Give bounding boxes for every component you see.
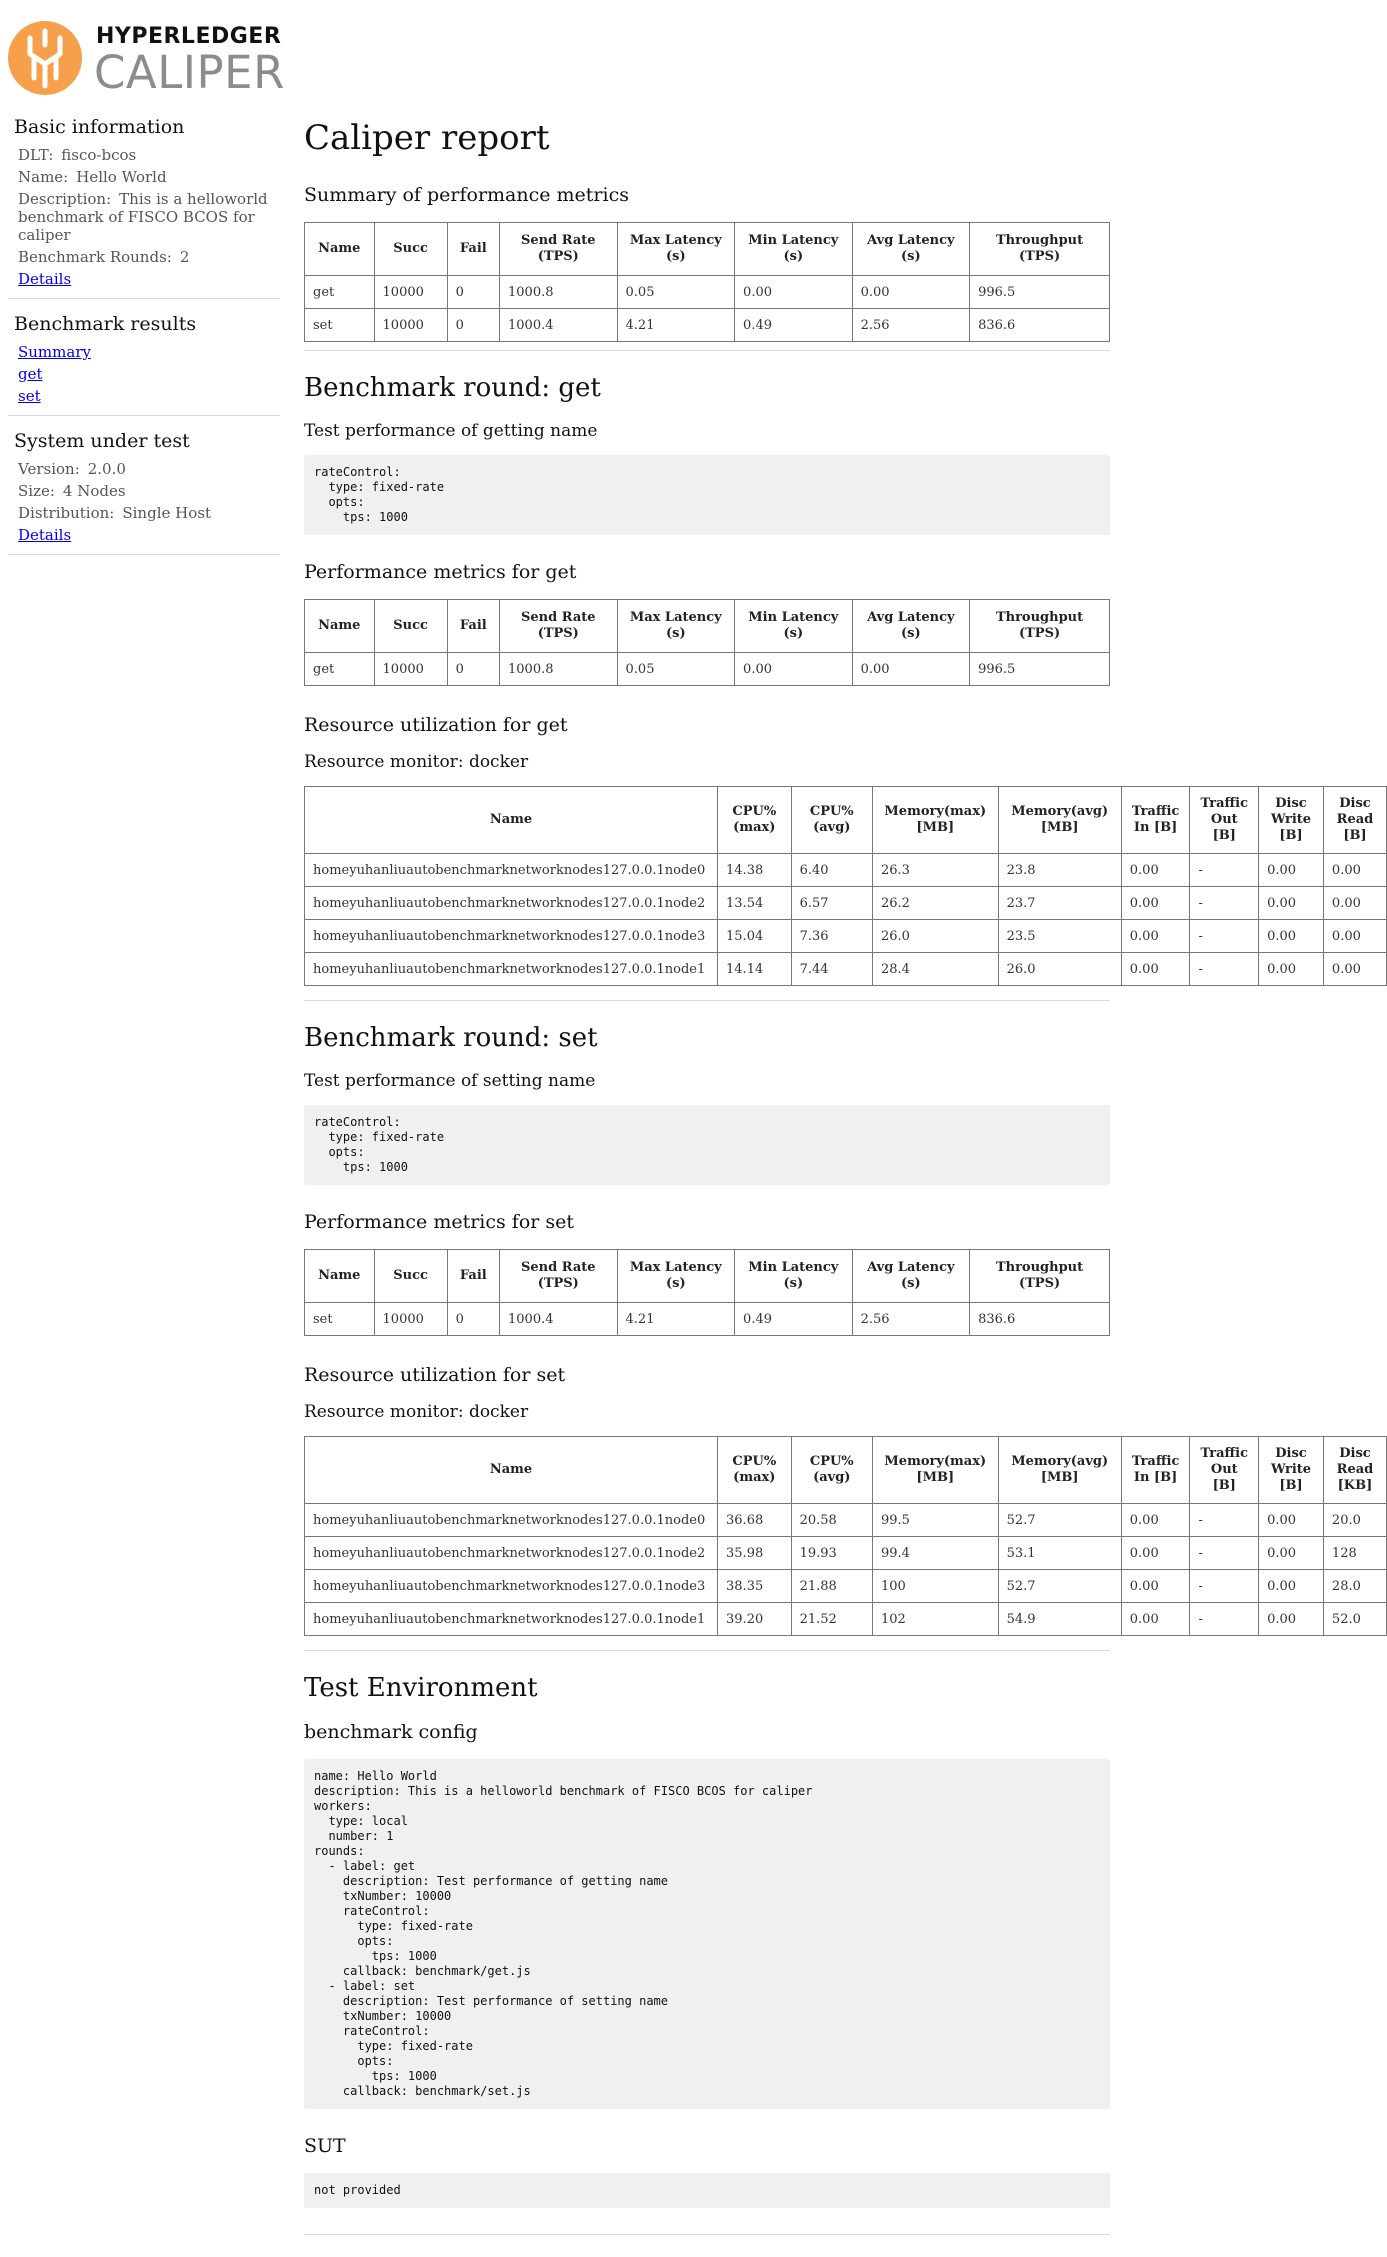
info-value: 2 bbox=[179, 248, 190, 266]
benchmark-round-section bbox=[304, 373, 1384, 1001]
table-cell: 836.6 bbox=[970, 1303, 1110, 1336]
table-cell: 36.68 bbox=[718, 1504, 792, 1537]
column-header: Succ bbox=[374, 600, 447, 653]
divider bbox=[304, 2234, 1110, 2235]
resource-table bbox=[304, 1436, 1387, 1636]
table-cell: 0 bbox=[447, 276, 499, 309]
resource-monitor-label: Resource monitor: docker bbox=[304, 1402, 529, 1422]
table-cell: 7.36 bbox=[791, 920, 872, 953]
column-header: Memory(max) [MB] bbox=[872, 1437, 998, 1504]
info-key: Size: bbox=[18, 482, 55, 500]
info-line bbox=[18, 146, 280, 168]
column-header: Traffic Out [B] bbox=[1190, 1437, 1259, 1504]
column-header: Succ bbox=[374, 223, 447, 276]
table-cell: 26.3 bbox=[872, 854, 998, 887]
round-description: Test performance of getting name bbox=[304, 421, 598, 441]
table-cell: 0.00 bbox=[1323, 920, 1386, 953]
column-header: Name bbox=[305, 1250, 375, 1303]
table-cell: 0.00 bbox=[1121, 887, 1190, 920]
table-cell: 23.8 bbox=[998, 854, 1121, 887]
table-cell: 35.98 bbox=[718, 1537, 792, 1570]
table-cell: 4.21 bbox=[617, 1303, 735, 1336]
column-header: Min Latency (s) bbox=[735, 1250, 853, 1303]
sidebar bbox=[8, 116, 280, 569]
table-cell: set bbox=[305, 309, 375, 342]
sut-details-link[interactable]: Details bbox=[18, 526, 72, 544]
table-cell: - bbox=[1190, 1537, 1259, 1570]
table-cell: 996.5 bbox=[970, 276, 1110, 309]
table-row bbox=[305, 1537, 1387, 1570]
performance-metrics-title: Performance metrics for get bbox=[304, 561, 577, 583]
table-cell: 0.00 bbox=[1121, 920, 1190, 953]
table-cell: 23.7 bbox=[998, 887, 1121, 920]
column-header: Fail bbox=[447, 223, 499, 276]
table-cell: 0.00 bbox=[1121, 1603, 1190, 1636]
table-cell: 1000.4 bbox=[500, 1303, 618, 1336]
table-cell: - bbox=[1190, 953, 1259, 986]
column-header: Max Latency (s) bbox=[617, 1250, 735, 1303]
column-header: Name bbox=[305, 600, 375, 653]
table-cell: 0.00 bbox=[1323, 854, 1386, 887]
table-row bbox=[305, 1303, 1110, 1336]
column-header: Traffic Out [B] bbox=[1190, 787, 1259, 854]
table-cell: 0.00 bbox=[1121, 1537, 1190, 1570]
table-cell: 6.40 bbox=[791, 854, 872, 887]
table-cell: 14.38 bbox=[718, 854, 792, 887]
info-key: Description: bbox=[18, 190, 112, 208]
table-cell: 0 bbox=[447, 309, 499, 342]
round-config-code: rateControl: type: fixed-rate opts: tps: 1000 bbox=[304, 455, 1110, 535]
sut-title: SUT bbox=[304, 2135, 346, 2157]
info-value: 4 Nodes bbox=[62, 482, 126, 500]
table-cell: homeyuhanliuautobenchmarknetworknodes127.0.0.1node1 bbox=[305, 953, 718, 986]
table-cell: - bbox=[1190, 887, 1259, 920]
table-cell: 14.14 bbox=[718, 953, 792, 986]
basic-details-link[interactable]: Details bbox=[18, 270, 72, 288]
table-cell: 15.04 bbox=[718, 920, 792, 953]
results-link-get[interactable]: get bbox=[18, 365, 43, 383]
column-header: Disc Read [KB] bbox=[1323, 1437, 1386, 1504]
table-row bbox=[305, 854, 1387, 887]
benchmark-round-section bbox=[304, 1023, 1384, 1651]
column-header: Name bbox=[305, 223, 375, 276]
resource-utilization-title: Resource utilization for set bbox=[304, 1364, 566, 1386]
round-title: Benchmark round: set bbox=[304, 1023, 598, 1053]
logo-wordmark-bottom: CALIPER bbox=[94, 46, 285, 99]
table-cell: 38.35 bbox=[718, 1570, 792, 1603]
column-header: Memory(avg) [MB] bbox=[998, 787, 1121, 854]
info-value: fisco-bcos bbox=[61, 146, 137, 164]
column-header: Avg Latency (s) bbox=[852, 223, 970, 276]
table-row bbox=[305, 1504, 1387, 1537]
table-cell: 0.00 bbox=[735, 653, 853, 686]
basic-information-section bbox=[8, 116, 280, 299]
basic-information-title: Basic information bbox=[14, 116, 185, 138]
table-cell: 0.00 bbox=[1323, 953, 1386, 986]
column-header: Max Latency (s) bbox=[617, 223, 735, 276]
system-under-test-title: System under test bbox=[14, 430, 190, 452]
table-cell: homeyuhanliuautobenchmarknetworknodes127.0.0.1node3 bbox=[305, 920, 718, 953]
table-cell: 26.0 bbox=[872, 920, 998, 953]
table-cell: 0.00 bbox=[1121, 1504, 1190, 1537]
column-header: Throughput (TPS) bbox=[970, 1250, 1110, 1303]
table-cell: 10000 bbox=[374, 309, 447, 342]
table-cell: 100 bbox=[872, 1570, 998, 1603]
performance-table bbox=[304, 599, 1110, 686]
column-header: Avg Latency (s) bbox=[852, 1250, 970, 1303]
column-header: Traffic In [B] bbox=[1121, 787, 1190, 854]
resource-monitor-label: Resource monitor: docker bbox=[304, 752, 529, 772]
summary-title: Summary of performance metrics bbox=[304, 184, 629, 206]
table-cell: homeyuhanliuautobenchmarknetworknodes127.0.0.1node3 bbox=[305, 1570, 718, 1603]
table-cell: 0.00 bbox=[1323, 887, 1386, 920]
table-cell: 996.5 bbox=[970, 653, 1110, 686]
table-cell: 26.0 bbox=[998, 953, 1121, 986]
table-cell: 0.00 bbox=[1259, 953, 1324, 986]
logo-wordmark-top: HYPERLEDGER bbox=[96, 24, 282, 49]
table-cell: 836.6 bbox=[970, 309, 1110, 342]
column-header: Traffic In [B] bbox=[1121, 1437, 1190, 1504]
table-cell: 102 bbox=[872, 1603, 998, 1636]
info-line bbox=[18, 168, 280, 190]
benchmark-config-code: name: Hello World description: This is a helloworld benchmark of FISCO BCOS for caliper workers: type: local number: 1 rounds: - label: get description: Test performance of getting name txNumber: 10000 rateControl: type: fixed-rate opts: tps: 1000 callback: benchmark/get.js - label: set description: Test performance of setting name txNumber: 10000 rateControl: type: fixed-rate opts: tps: 1000 callback: benchmark/set.js bbox=[304, 1759, 1110, 2109]
resource-utilization-title: Resource utilization for get bbox=[304, 714, 568, 736]
performance-table bbox=[304, 1249, 1110, 1336]
table-cell: set bbox=[305, 1303, 375, 1336]
table-cell: homeyuhanliuautobenchmarknetworknodes127.0.0.1node1 bbox=[305, 1603, 718, 1636]
info-line bbox=[18, 504, 280, 526]
column-header: Send Rate (TPS) bbox=[500, 1250, 618, 1303]
table-cell: - bbox=[1190, 1570, 1259, 1603]
table-cell: 99.5 bbox=[872, 1504, 998, 1537]
table-cell: 0.00 bbox=[1259, 1603, 1324, 1636]
table-row bbox=[305, 309, 1110, 342]
table-cell: - bbox=[1190, 920, 1259, 953]
table-cell: 0.00 bbox=[1121, 953, 1190, 986]
table-row bbox=[305, 1603, 1387, 1636]
table-cell: - bbox=[1190, 1603, 1259, 1636]
table-cell: 52.7 bbox=[998, 1504, 1121, 1537]
column-header: Throughput (TPS) bbox=[970, 223, 1110, 276]
column-header: Disc Write [B] bbox=[1259, 787, 1324, 854]
column-header: Disc Read [B] bbox=[1323, 787, 1386, 854]
column-header: Fail bbox=[447, 600, 499, 653]
table-cell: 0.00 bbox=[1259, 1537, 1324, 1570]
table-row bbox=[305, 276, 1110, 309]
table-cell: 21.88 bbox=[791, 1570, 872, 1603]
divider bbox=[304, 1650, 1110, 1651]
table-cell: 4.21 bbox=[617, 309, 735, 342]
column-header: Memory(max) [MB] bbox=[872, 787, 998, 854]
table-cell: 0.00 bbox=[852, 276, 970, 309]
page-title: Caliper report bbox=[304, 118, 550, 158]
table-cell: 1000.8 bbox=[500, 653, 618, 686]
table-cell: 0.00 bbox=[1259, 1570, 1324, 1603]
table-cell: 19.93 bbox=[791, 1537, 872, 1570]
column-header: Name bbox=[305, 1437, 718, 1504]
table-cell: 39.20 bbox=[718, 1603, 792, 1636]
column-header: Fail bbox=[447, 1250, 499, 1303]
caliper-logo-icon bbox=[8, 20, 82, 96]
info-key: Name: bbox=[18, 168, 69, 186]
test-environment-title: Test Environment bbox=[304, 1673, 538, 1703]
sut-code: not provided bbox=[304, 2173, 1110, 2208]
table-cell: 23.5 bbox=[998, 920, 1121, 953]
table-cell: 2.56 bbox=[852, 309, 970, 342]
table-cell: 0.05 bbox=[617, 653, 735, 686]
table-cell: 0.00 bbox=[1259, 920, 1324, 953]
table-row bbox=[305, 920, 1387, 953]
table-row bbox=[305, 1570, 1387, 1603]
column-header: Send Rate (TPS) bbox=[500, 600, 618, 653]
table-cell: 128 bbox=[1323, 1537, 1386, 1570]
table-cell: get bbox=[305, 653, 375, 686]
table-cell: get bbox=[305, 276, 375, 309]
table-cell: 0 bbox=[447, 653, 499, 686]
table-cell: 7.44 bbox=[791, 953, 872, 986]
divider bbox=[304, 350, 1110, 351]
info-line bbox=[18, 248, 280, 270]
table-cell: 21.52 bbox=[791, 1603, 872, 1636]
benchmark-results-section bbox=[8, 313, 280, 416]
table-cell: 28.0 bbox=[1323, 1570, 1386, 1603]
table-cell: 1000.8 bbox=[500, 276, 618, 309]
column-header: Max Latency (s) bbox=[617, 600, 735, 653]
info-value: Single Host bbox=[122, 504, 211, 522]
column-header: Avg Latency (s) bbox=[852, 600, 970, 653]
table-row bbox=[305, 887, 1387, 920]
column-header: CPU%(avg) bbox=[791, 1437, 872, 1504]
table-cell: 0.00 bbox=[1121, 854, 1190, 887]
table-cell: - bbox=[1190, 854, 1259, 887]
table-cell: 0.49 bbox=[735, 309, 853, 342]
column-header: CPU%(max) bbox=[718, 787, 792, 854]
table-cell: 26.2 bbox=[872, 887, 998, 920]
table-cell: 53.1 bbox=[998, 1537, 1121, 1570]
info-line bbox=[18, 482, 280, 504]
table-cell: 0.49 bbox=[735, 1303, 853, 1336]
column-header: Throughput (TPS) bbox=[970, 600, 1110, 653]
info-key: Benchmark Rounds: bbox=[18, 248, 172, 266]
info-key: Version: bbox=[18, 460, 80, 478]
results-link-set[interactable]: set bbox=[18, 387, 41, 405]
round-config-code: rateControl: type: fixed-rate opts: tps: 1000 bbox=[304, 1105, 1110, 1185]
table-cell: 20.58 bbox=[791, 1504, 872, 1537]
table-cell: 99.4 bbox=[872, 1537, 998, 1570]
table-cell: homeyuhanliuautobenchmarknetworknodes127.0.0.1node2 bbox=[305, 1537, 718, 1570]
table-cell: 54.9 bbox=[998, 1603, 1121, 1636]
table-cell: 52.7 bbox=[998, 1570, 1121, 1603]
column-header: Memory(avg) [MB] bbox=[998, 1437, 1121, 1504]
info-value: This is a helloworld benchmark of FISCO BCOS for caliper bbox=[18, 190, 268, 244]
table-cell: 6.57 bbox=[791, 887, 872, 920]
info-value: 2.0.0 bbox=[87, 460, 126, 478]
round-description: Test performance of setting name bbox=[304, 1071, 596, 1091]
column-header: Succ bbox=[374, 1250, 447, 1303]
table-cell: 10000 bbox=[374, 1303, 447, 1336]
table-cell: homeyuhanliuautobenchmarknetworknodes127.0.0.1node2 bbox=[305, 887, 718, 920]
table-cell: 0.00 bbox=[735, 276, 853, 309]
benchmark-results-title: Benchmark results bbox=[14, 313, 197, 335]
performance-metrics-title: Performance metrics for set bbox=[304, 1211, 575, 1233]
table-cell: homeyuhanliuautobenchmarknetworknodes127.0.0.1node0 bbox=[305, 1504, 718, 1537]
column-header: Send Rate (TPS) bbox=[500, 223, 618, 276]
column-header: Min Latency (s) bbox=[735, 600, 853, 653]
table-cell: 0.05 bbox=[617, 276, 735, 309]
table-row bbox=[305, 653, 1110, 686]
results-link-summary[interactable]: Summary bbox=[18, 343, 91, 361]
report-main bbox=[304, 112, 1384, 2257]
table-cell: 1000.4 bbox=[500, 309, 618, 342]
info-line bbox=[18, 190, 280, 248]
column-header: CPU%(max) bbox=[718, 1437, 792, 1504]
table-cell: 0 bbox=[447, 1303, 499, 1336]
table-cell: homeyuhanliuautobenchmarknetworknodes127.0.0.1node0 bbox=[305, 854, 718, 887]
hyperledger-caliper-logo bbox=[8, 20, 285, 99]
info-key: Distribution: bbox=[18, 504, 115, 522]
table-cell: 10000 bbox=[374, 276, 447, 309]
column-header: Min Latency (s) bbox=[735, 223, 853, 276]
benchmark-config-title: benchmark config bbox=[304, 1721, 478, 1743]
resource-table bbox=[304, 786, 1387, 986]
info-value: Hello World bbox=[76, 168, 167, 186]
info-key: DLT: bbox=[18, 146, 54, 164]
table-cell: - bbox=[1190, 1504, 1259, 1537]
table-cell: 0.00 bbox=[1259, 854, 1324, 887]
table-cell: 0.00 bbox=[1259, 1504, 1324, 1537]
table-cell: 20.0 bbox=[1323, 1504, 1386, 1537]
column-header: Name bbox=[305, 787, 718, 854]
info-line bbox=[18, 460, 280, 482]
table-cell: 13.54 bbox=[718, 887, 792, 920]
system-under-test-section bbox=[8, 430, 280, 555]
round-title: Benchmark round: get bbox=[304, 373, 601, 403]
table-row bbox=[305, 953, 1387, 986]
table-cell: 0.00 bbox=[1121, 1570, 1190, 1603]
summary-table bbox=[304, 222, 1110, 342]
table-cell: 2.56 bbox=[852, 1303, 970, 1336]
table-cell: 28.4 bbox=[872, 953, 998, 986]
table-cell: 0.00 bbox=[1259, 887, 1324, 920]
table-cell: 10000 bbox=[374, 653, 447, 686]
column-header: CPU%(avg) bbox=[791, 787, 872, 854]
column-header: Disc Write [B] bbox=[1259, 1437, 1324, 1504]
table-cell: 0.00 bbox=[852, 653, 970, 686]
divider bbox=[304, 1000, 1110, 1001]
table-cell: 52.0 bbox=[1323, 1603, 1386, 1636]
